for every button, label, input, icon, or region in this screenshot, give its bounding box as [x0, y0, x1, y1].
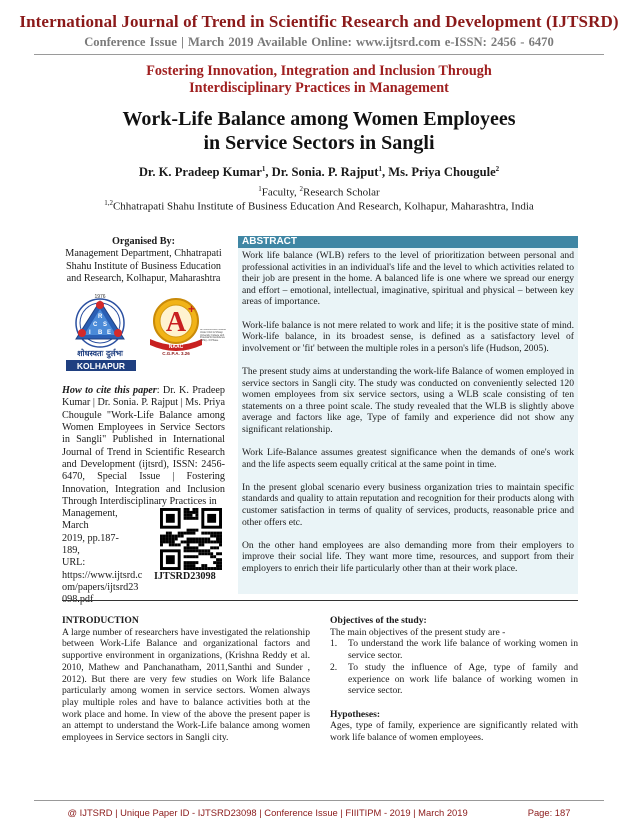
paper-title: Work-Life Balance among Women Employees in Service Sectors in Sangli: [122, 108, 516, 154]
abstract-paragraph: Work Life-Balance assumes greatest significance when the demands of one's work and the life aspects seem equally critical at the same point in time.: [242, 447, 574, 470]
page-footer: @ IJTSRD | Unique Paper ID - IJTSRD23098 | Conference Issue | FIIITIPM - 2019 | March 2019 Page: 187: [67, 807, 571, 818]
svg-text:+: +: [188, 302, 196, 317]
svg-text:E: E: [107, 330, 112, 337]
svg-text:C: C: [93, 322, 98, 329]
qr-code: [160, 508, 222, 570]
conference-line: Conference Issue | March 2019 Available Online: www.ijtsrd.com e-ISSN: 2456 - 6470: [84, 35, 554, 49]
objectives-heading: Objectives of the study:: [330, 615, 427, 626]
citation-tail: Management, March 2019, pp.187-189, URL: https://www.ijtsrd.c om/papers/ijtsrd23 098.pdf IJTSRD23098: [62, 508, 225, 588]
section-divider: [62, 600, 578, 601]
affiliation-roles: $^1$Faculty, $^2$Research Scholar: [258, 185, 380, 199]
page-number: Page: 187: [527, 807, 571, 818]
abstract-paragraph: On the other hand employees are also demanding more from their employers to improve their social life. They want more time, resources, and support from their employers to enrich their life particularly other than at their work place.: [242, 539, 574, 575]
affiliation-institute: $^{1,2}$Chhatrapati Shahu Institute of Business Education And Research, Kolhapur, Maharashtra, India: [104, 199, 534, 213]
header-rule: [34, 54, 604, 55]
left-column: [62, 236, 226, 606]
paper-id: IJTSRD23098: [154, 571, 216, 583]
organised-by-heading: Organised By:: [111, 236, 176, 247]
hypotheses-text: Ages, type of family, experience are significantly related with work life balance of women employees.: [330, 720, 578, 744]
conference-theme: Fostering Innovation, Integration and Inclusion Through Interdisciplinary Practices in Management: [146, 63, 492, 96]
abstract-paragraph: In the present global scenario every business organization tries to maintain specific standards and quality to attain reputation and recognition for their products along with customer satisfaction in terms of quality of services, products, reasonable price and other offers etc.: [242, 481, 574, 528]
svg-text:NAAC: NAAC: [168, 344, 184, 351]
abstract-box: [238, 236, 578, 594]
introduction-heading: INTRODUCTION: [62, 615, 139, 626]
footer-rule: [34, 800, 604, 801]
svg-text:I: I: [89, 330, 91, 337]
svg-text:C.G.P.A. 3.26: C.G.P.A. 3.26: [162, 351, 190, 357]
introduction-text: A large number of researchers have investigated the relationship between Work-Life Balance and organizational factors and supportive environment in organizations, (Krishna Reddy et al. 2010, Mathew and Panchanatham, 2011,Santhi and Sunder , 2012). But there are very few studies on Work life Balance particularly among women in service sectors. Women always play multiple roles and have to balance activities both at the work place and home. In view of the above the present paper is an attempt to understand the Work-Life balance among women employees in Service sectors in Sangli city.: [62, 626, 310, 744]
svg-text:A: A: [165, 307, 187, 339]
svg-text:KOLHAPUR: KOLHAPUR: [76, 361, 126, 372]
list-item: 1. To understand the work life balance of working women in service sector.: [330, 638, 578, 662]
organiser: Management Department, Chhatrapati Shahu Institute of Business Education and Research, Kolhapur, Maharashtra: [65, 248, 222, 284]
abstract-paragraph: The present study aims at understanding the work-life Balance of women employed in service sectors in Sangli city. The study was conducted on conveniently selected 120 women employees from six service sectors, using a WLB scale consisting of ten statements on a three point scale. The study revealed that the WLB is slightly above average and factors like age, Type of family and experience did not show any significant relationship.: [242, 365, 574, 435]
naac-logo: A + NAAC C.G.P.A. 3.26 An Autonomous Institute Under UGC & Shivaji University College with Potential for Excellence (CPE) - III Phase.: [144, 293, 226, 373]
hypotheses-heading: Hypotheses:: [330, 708, 381, 720]
svg-text:शोधस्वतः दुर्लभः: शोधस्वतः दुर्लभः: [77, 349, 123, 359]
introduction-column: [62, 615, 310, 744]
abstract-paragraph: Work life balance (WLB) refers to the level of prioritization between personal and professional activities in an individual's life and the level to which activities related to their job are present in the home. A balanced life is one where we spread our energy and effort – emotional, intellectual, imaginative, spiritual and physical – between key areas of importance.: [242, 250, 574, 308]
svg-text:1976: 1976: [94, 294, 106, 301]
abstract-heading: ABSTRACT: [238, 236, 578, 248]
authors: Dr. K. Pradeep Kumar$^1$, Dr. Sonia. P. Rajput$^1$, Ms. Priya Chougule$^2$: [138, 165, 500, 180]
abstract-body: [238, 248, 578, 575]
objectives-column: [330, 615, 578, 744]
objectives-intro: The main objectives of the present study are -: [330, 626, 506, 638]
svg-text:R: R: [98, 314, 103, 321]
list-item: 2. To study the influence of Age, type of family and experience on work life balance of working women in service sector.: [330, 661, 578, 697]
citation-block: How to cite this paper: Dr. K. Pradeep Kumar | Dr. Sonia. P. Rajput | Ms. Priya Chougule "Work-Life Balance among Women Employees in Service Sectors in Sangli" Published in International Journal of Trend in Scientific Research and Development (ijtsrd), ISSN: 2456-6470, Special Issue | Fostering Innovation, Integration and Inclusion Through Interdisciplinary Practices in: [62, 385, 226, 507]
objectives-list: [330, 638, 578, 697]
svg-text:B: B: [98, 330, 103, 337]
journal-title: International Journal of Trend in Scientific Research and Development (IJTSRD): [19, 12, 619, 31]
institution-logos: [62, 293, 225, 373]
csiber-logo: [62, 293, 140, 373]
svg-text:S: S: [103, 322, 108, 329]
abstract-paragraph: Work-life balance is not mere related to work and life; it is the positive state of mind. Work-life balance, in its broadest sense, is defined as a satisfactory level of involvement or 'fit' between the multiple roles in a person's life (Hudson, 2005).: [242, 319, 574, 354]
